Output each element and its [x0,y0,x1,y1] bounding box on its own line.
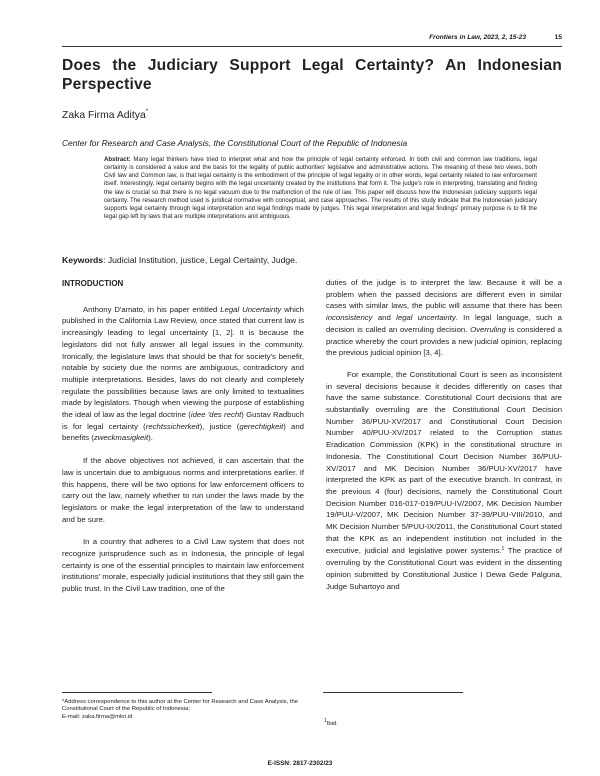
page-number: 15 [554,34,562,41]
journal-info: Frontiers in Law, 2023, 2, 15-23 [429,34,526,41]
correspondence-address: *Address correspondence to this author at the Center for Research and Case Analysis, the Constitutional Court of the Republic of Indonesia; [62,699,299,713]
right-column [326,277,562,592]
correspondence-email: E-mail: zaka.firma@mkri.id [62,713,133,720]
keywords [62,255,297,265]
paper-title: Does the Judiciary Support Legal Certainty? An Indonesian Perspective [62,57,562,93]
footnote-ref-1: 1 [501,546,505,553]
author-mark: * [145,109,149,115]
keywords-label: Keywords [62,255,104,265]
eissn-footer: E-ISSN: 2817-2302/23 [267,760,333,767]
abstract [104,156,537,221]
author [62,109,148,121]
abstract-label: Abstract: [104,156,131,163]
intro-paragraph-1: Anthony D'amato, in his paper entitled Legal Uncertainty which published in the California Law Review, once stated that current law is increasingly leading to legal uncertainty [1, 2]. It is because the legislators did not fully answer all legal issues in the community. Ironically, the legislature laws that should be that for society's benefit, notable by society due the norms are ambiguous, contradictory and multiple interpretations. Besides, laws do not clearly and completely regulate the possibilities because laws are only limited to textualities made by legislators. Though when viewing the purpose of establishing the ideal of law as the legal doctrine (idee 'des recht) Gustav Radbuch is for legal certainty (rechtssicherkeit), justice (gerechtigkeit) and benefits (zweckmasigkeit). [62,304,304,443]
footnote-rule-right [323,692,463,693]
section-heading-introduction: INTRODUCTION [62,279,124,288]
keywords-text: : Judicial Institution, justice, Legal Certainty, Judge. [103,255,298,265]
footnote-1-text: Ibid. [326,721,338,727]
running-header [62,34,562,46]
intro-paragraph-3-continued: duties of the judge is to interpret the law. Because it will be a problem when the passed decisions are different even in similar cases with similar laws, the public will assume that there has been inconsistency and legal uncertainty. In legal language, such a decision is called an overruling decision. Overruling is considered a practice whereby the court provides a new judicial opinion, replacing the previous judicial opinion [3, 4]. [326,278,562,358]
author-name: Zaka Firma Aditya [62,110,146,121]
footnote-1 [324,718,338,727]
abstract-text: Many legal thinkers have tried to interpret what and how the principle of legal certainty enforced. In both civil and common law traditions, legal certainty is considered a value and the basis for the legality of public authorities' legislative and administrative actions. The meaning of these two views, both Civil law and Common law, is that legal certainty is the embodiment of the principle of legal legality or in other words, legal certainty related to law enforcement itself. Interestingly, legal certainty begins with the legal uncertainty created by the institutions that form it. The judge's role in interpreting, translating and finding the law is crucial so that there is no legal vacuum due to the malfunction of the rule of law. This paper will discuss how the Indonesian judiciary supports legal certainty. The research method used is juridical normative with conceptual, and case approaches. The results of this study indicate that the Indonesian judiciary supports legal certainty through legal interpretation and legal findings made by judges. This legal interpretation and legal findings' primary purpose is to fill the legal gap left by laws that are multiple interpretations and ambiguous. [104,156,538,221]
header-rule [62,46,562,47]
affiliation: Center for Research and Case Analysis, the Constitutional Court of the Republic of Indonesia [62,138,408,148]
footnote-rule-left [62,692,212,693]
footnote-1-mark: 1 [324,718,327,724]
intro-paragraph-4: For example, the Constitutional Court is seen as inconsistent in several decisions because it decides differently on cases that have the same substance. Constitutional Court decisions that are substantially overruling are the Constitutional Court Decision Number 36/PUU-XV/2017 and Constitutional Court Decision Number 40/PUU-XV/2017 related to the Corruption status Eradication Commission (KPK) in the constitutional structure in Indonesia. The Constitutional Court Decision Number 36/PUU-XV/2017 and MK Decision Number 36/PUU-XV/2017 have interpreted the KPK as part of the executive branch. In contrast, in the previous 4 (four) decisions, namely the Constitutional Court Decision Number 016-017-019/PUU-IV/2007, MK Decision Number 19/PUU-V/2007, MK Decision Number 37-39/PUU-VIII/2010, and MK Decision Number 5/PUU-IX/2011, the Constitutional Court stated that the KPK as an independent institution not included in the executive, judicial and legislative power systems.$^1$ The practice of overruling by the Constitutional Court was evident in the dissenting opinion submitted by Constitutional Justice I Dewa Gede Palguna, Judge Suhartoyo and [326,369,563,591]
intro-paragraph-3: In a country that adheres to a Civil Law system that does not recognize jurisprudence such as in Indonesia, the principle of legal certainty is one of the essential principles to maintain law enforcement institutions' morale, especially judicial institutions that they still gain the public trust. In the Civil Law tradition, one of the [62,537,304,594]
left-column [62,278,304,595]
correspondence-footnote [62,699,312,721]
intro-paragraph-2: If the above objectives not achieved, it can ascertain that the law is uncertain due to ambiguous norms and interpretations earlier. If this happens, there will be two options for law enforcement officers to carry out the law, namely whether to run under the laws made by the legislators or make the legal interpretation of the law to understand and be sure. [62,456,304,524]
